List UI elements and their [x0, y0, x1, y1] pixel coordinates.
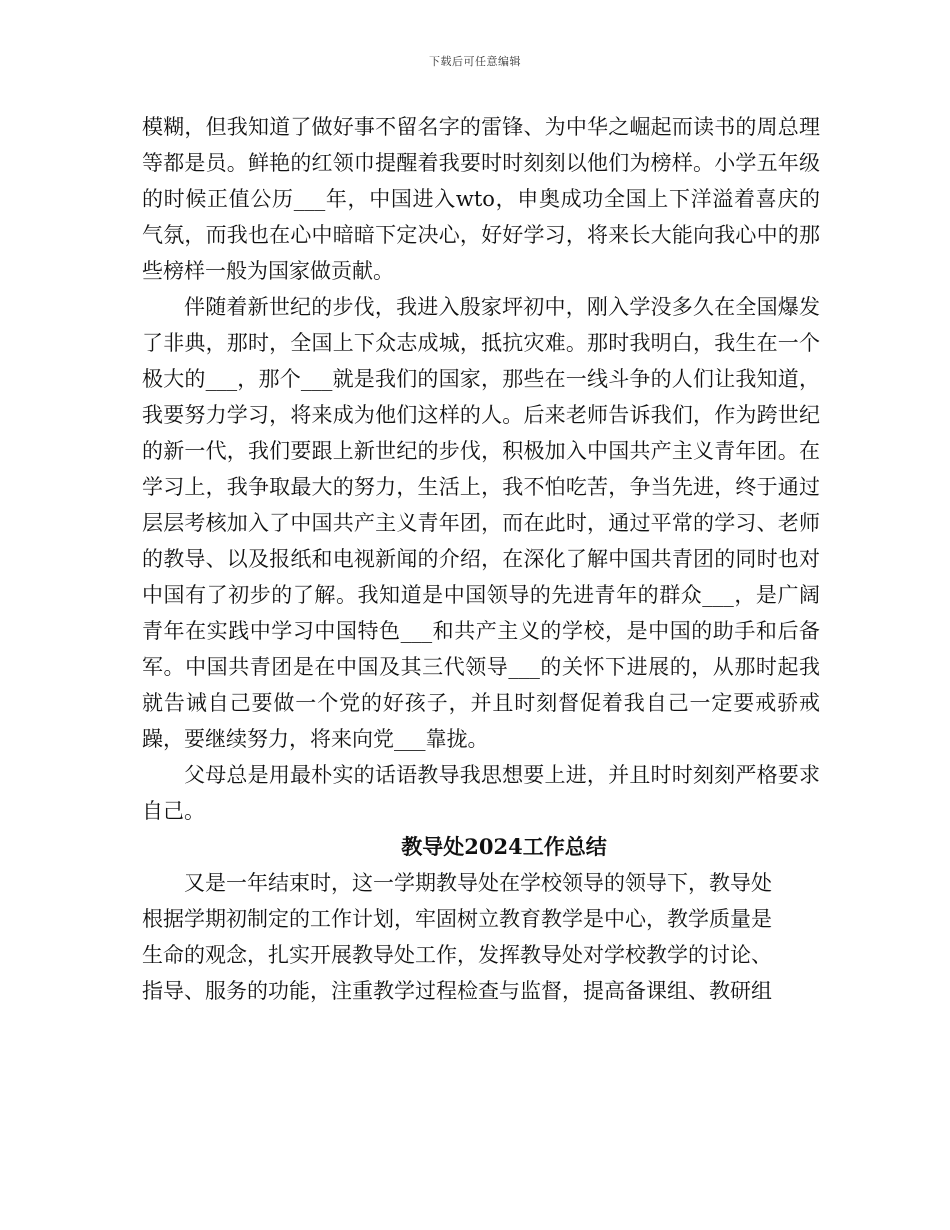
document-body [142, 109, 820, 1009]
section-2-line-3: 生命的观念，扎实开展教导处工作，发挥教导处对学校教学的讨论、 [142, 943, 772, 967]
section-title: 教导处2024工作总结 [401, 834, 607, 859]
section-2-line-4: 指导、服务的功能，注重教学过程检查与监督，提高备课组、教研组 [142, 979, 772, 1003]
section-2-line-1: 又是一年结束时，这一学期教导处在学校领导的领导下，教导处 [184, 871, 772, 895]
section-2-body [142, 865, 820, 1009]
paragraph-3: 父母总是用最朴实的话语教导我思想要上进，并且时时刻刻严格要求自己。 [142, 763, 820, 823]
paragraph-2: 伴随着新世纪的步伐，我进入殷家坪初中，刚入学没多久在全国爆发了非典，那时，全国上下众志成城，抵抗灾难。那时我明白，我生在一个极大的___，那个___就是我们的国家，那些在一线斗争的人们让我知道，我要努力学习，将来成为他们这样的人。后来老师告诉我们，作为跨世纪的新一代，我们要跟上新世纪的步伐，积极加入中国共产主义青年团。在学习上，我争取最大的努力，生活上，我不怕吃苦，争当先进，终于通过层层考核加入了中国共产主义青年团，而在此时，通过平常的学习、老师的教导、以及报纸和电视新闻的介绍，在深化了解中国共青团的同时也对中国有了初步的了解。我知道是中国领导的先进青年的群众___，是广阔青年在实践中学习中国特色___和共产主义的学校，是中国的助手和后备军。中国共青团是在中国及其三代领导___的关怀下进展的，从那时起我就告诫自己要做一个党的好孩子，并且时刻督促着我自己一定要戒骄戒躁，要继续努力，将来向党___靠拢。 [142, 295, 820, 751]
section-2-line-2: 根据学期初制定的工作计划，牢固树立教育教学是中心，教学质量是 [142, 907, 772, 931]
paragraph-1: 模糊，但我知道了做好事不留名字的雷锋、为中华之崛起而读书的周总理等都是员。鲜艳的红领巾提醒着我要时时刻刻以他们为榜样。小学五年级的时候正值公历___年，中国进入wto，申奥成功全国上下洋溢着喜庆的气氛，而我也在心中暗暗下定决心，好好学习，将来长大能向我心中的那些榜样一般为国家做贡献。 [142, 115, 820, 283]
page-header-note: 下载后可任意编辑 [429, 55, 521, 68]
